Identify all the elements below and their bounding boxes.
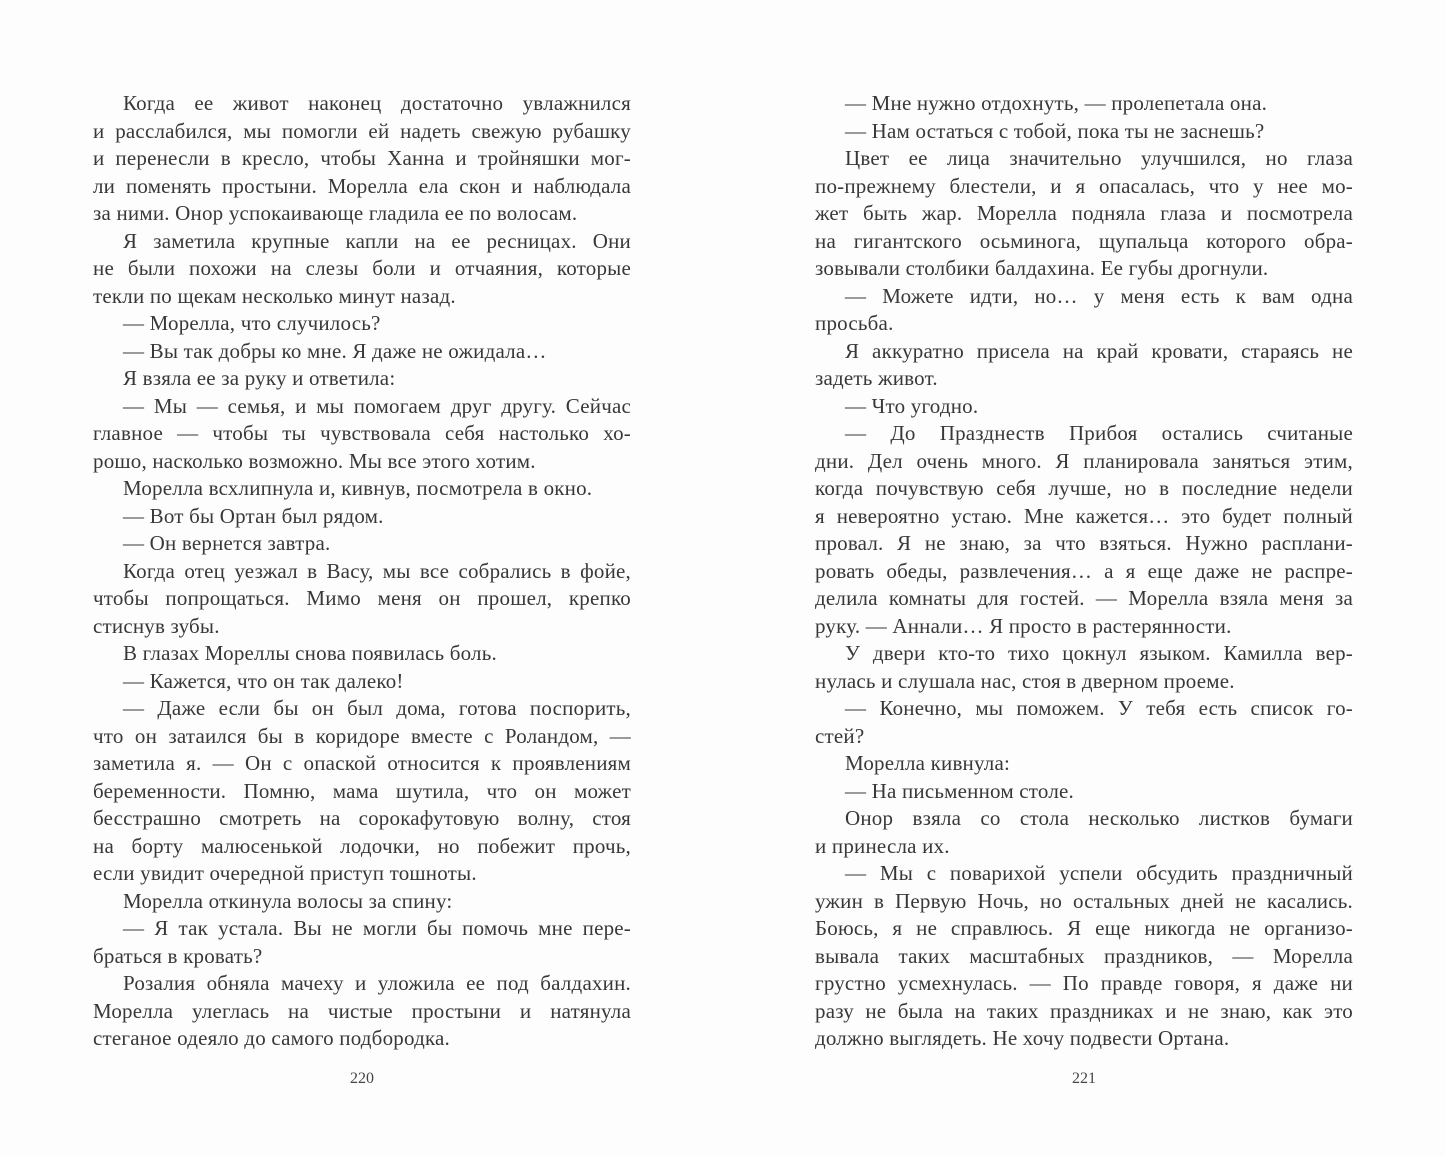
- text-line: Морелла кивнула:: [845, 751, 1011, 775]
- text-line: заметила я. — Он с опаской относится к проявлениям: [93, 751, 631, 775]
- text-line: делила комнаты для гостей. — Морелла взяла меня за: [815, 586, 1353, 610]
- text-line: по-прежнему блестели, и я опасалась, что у нее мо-: [815, 173, 1353, 198]
- text-line: — Даже если бы он был дома, готова поспорить,: [123, 696, 631, 720]
- text-line: беременности. Помню, мама шутила, что он может: [93, 778, 631, 803]
- text-line: — Нам остаться с тобой, пока ты не заснешь?: [845, 118, 1265, 143]
- text-line: ужин в Первую Ночь, но остальных дней не касались.: [815, 888, 1353, 913]
- text-line: — Можете идти, но… у меня есть к вам одна: [845, 283, 1353, 308]
- text-line: задеть живот.: [815, 366, 938, 390]
- text-line: если увидит очередной приступ тошноты.: [93, 861, 477, 885]
- text-line: на гигантского осьминога, щупальца которого обра-: [815, 228, 1353, 253]
- text-line: рошо, насколько возможно. Мы все этого хотим.: [93, 448, 536, 473]
- text-line: и расслабился, мы помогли ей надеть свежую рубашку: [93, 118, 631, 143]
- text-line: когда почувствую себя лучше, но в последние недели: [815, 476, 1353, 500]
- text-line: Я взяла ее за руку и ответила:: [123, 366, 396, 390]
- text-line: провал. Я не знаю, за что взяться. Нужно расплани-: [815, 531, 1353, 555]
- text-line: текли по щекам несколько минут назад.: [93, 283, 456, 308]
- text-line: — Мне нужно отдохнуть, — пролепетала она.: [845, 91, 1268, 115]
- text-line: просьба.: [815, 311, 894, 335]
- book-page-left-text: [93, 90, 631, 1053]
- text-line: — Мы с поварихой успели обсудить праздничный: [845, 861, 1353, 885]
- text-line: должно выглядеть. Не хочу подвести Ортана.: [815, 1026, 1230, 1050]
- text-line: — Морелла, что случилось?: [123, 311, 381, 335]
- text-line: — Вот бы Ортан был рядом.: [123, 503, 384, 528]
- text-line: и принесла их.: [815, 833, 950, 858]
- text-line: за ними. Онор успокаивающе гладила ее по волосам.: [93, 201, 578, 225]
- text-line: — На письменном столе.: [845, 778, 1074, 803]
- text-line: я невероятно устаю. Мне кажется… это будет полный: [815, 503, 1353, 528]
- text-line: Цвет ее лица значительно улучшился, но глаза: [845, 146, 1353, 170]
- page-number-left: 220: [350, 1070, 374, 1087]
- page-number-right: 221: [1072, 1070, 1096, 1087]
- text-line: разу не была на таких праздниках и не знаю, как это: [815, 998, 1353, 1023]
- text-line: Морелла всхлипнула и, кивнув, посмотрела в окно.: [123, 476, 593, 500]
- text-line: дни. Дел очень много. Я планировала заняться этим,: [815, 448, 1353, 473]
- text-line: — Мы — семья, и мы помогаем друг другу. Сейчас: [123, 393, 631, 418]
- text-line: — Кажется, что он так далеко!: [123, 668, 404, 693]
- text-line: Боюсь, я не справлюсь. Я еще никогда не организо-: [815, 916, 1353, 940]
- book-page-right-text: [815, 90, 1353, 1053]
- text-line: чтобы попрощаться. Мимо меня он прошел, крепко: [93, 586, 631, 610]
- text-line: — Он вернется завтра.: [123, 531, 331, 555]
- text-line: грустно усмехнулась. — По правде говоря, я даже ни: [815, 971, 1353, 995]
- text-line: Я аккуратно присела на край кровати, стараясь не: [845, 338, 1353, 363]
- text-line: на борту малюсенькой лодочки, но побежит прочь,: [93, 833, 631, 858]
- text-line: Онор взяла со стола несколько листков бумаги: [845, 806, 1353, 830]
- text-line: руку. — Аннали… Я просто в растерянности.: [815, 613, 1232, 638]
- text-line: стиснув зубы.: [93, 613, 220, 638]
- text-line: — Вы так добры ко мне. Я даже не ожидала…: [123, 338, 547, 363]
- text-line: главное — чтобы ты чувствовала себя настолько хо-: [93, 421, 631, 445]
- text-line: стеганое одеяло до самого подбородка.: [93, 1026, 451, 1050]
- text-line: не были похожи на слезы боли и отчаяния, которые: [93, 256, 631, 280]
- text-line: стей?: [815, 723, 865, 748]
- text-line: — Конечно, мы поможем. У тебя есть список го-: [845, 696, 1353, 720]
- text-line: что он затаился бы в коридоре вместе с Роландом, —: [93, 723, 631, 748]
- text-line: Морелла откинула волосы за спину:: [123, 888, 453, 913]
- text-line: — Что угодно.: [845, 393, 979, 418]
- text-line: В глазах Мореллы снова появилась боль.: [123, 641, 497, 665]
- text-line: Когда отец уезжал в Васу, мы все собрались в фойе,: [123, 558, 631, 583]
- text-line: нулась и слушала нас, стоя в дверном проеме.: [815, 668, 1235, 693]
- text-line: Я заметила крупные капли на ее ресницах. Они: [123, 228, 631, 253]
- text-line: Морелла улеглась на чистые простыни и натянула: [93, 998, 631, 1023]
- text-line: Когда ее живот наконец достаточно увлажнился: [123, 91, 631, 115]
- text-line: — Я так устала. Вы не могли бы помочь мне пере-: [123, 916, 631, 940]
- text-line: ли поменять простыни. Морелла ела скон и наблюдала: [93, 173, 631, 198]
- text-line: зовывали столбики балдахина. Ее губы дрогнули.: [815, 256, 1269, 280]
- text-line: — До Празднеств Прибоя остались считаные: [845, 421, 1353, 445]
- text-line: вывала таких масштабных праздников, — Морелла: [815, 943, 1353, 968]
- text-line: браться в кровать?: [93, 943, 263, 968]
- text-line: жет быть жар. Морелла подняла глаза и посмотрела: [815, 201, 1353, 225]
- text-line: бесстрашно смотреть на сорокафутовую волну, стоя: [93, 806, 631, 830]
- text-line: У двери кто-то тихо цокнул языком. Камилла вер-: [845, 641, 1353, 665]
- text-line: Розалия обняла мачеху и уложила ее под балдахин.: [123, 971, 631, 995]
- text-line: и перенесли в кресло, чтобы Ханна и тройняшки мог-: [93, 146, 631, 170]
- text-line: ровать обеды, развлечения… а я еще даже не распре-: [815, 558, 1353, 583]
